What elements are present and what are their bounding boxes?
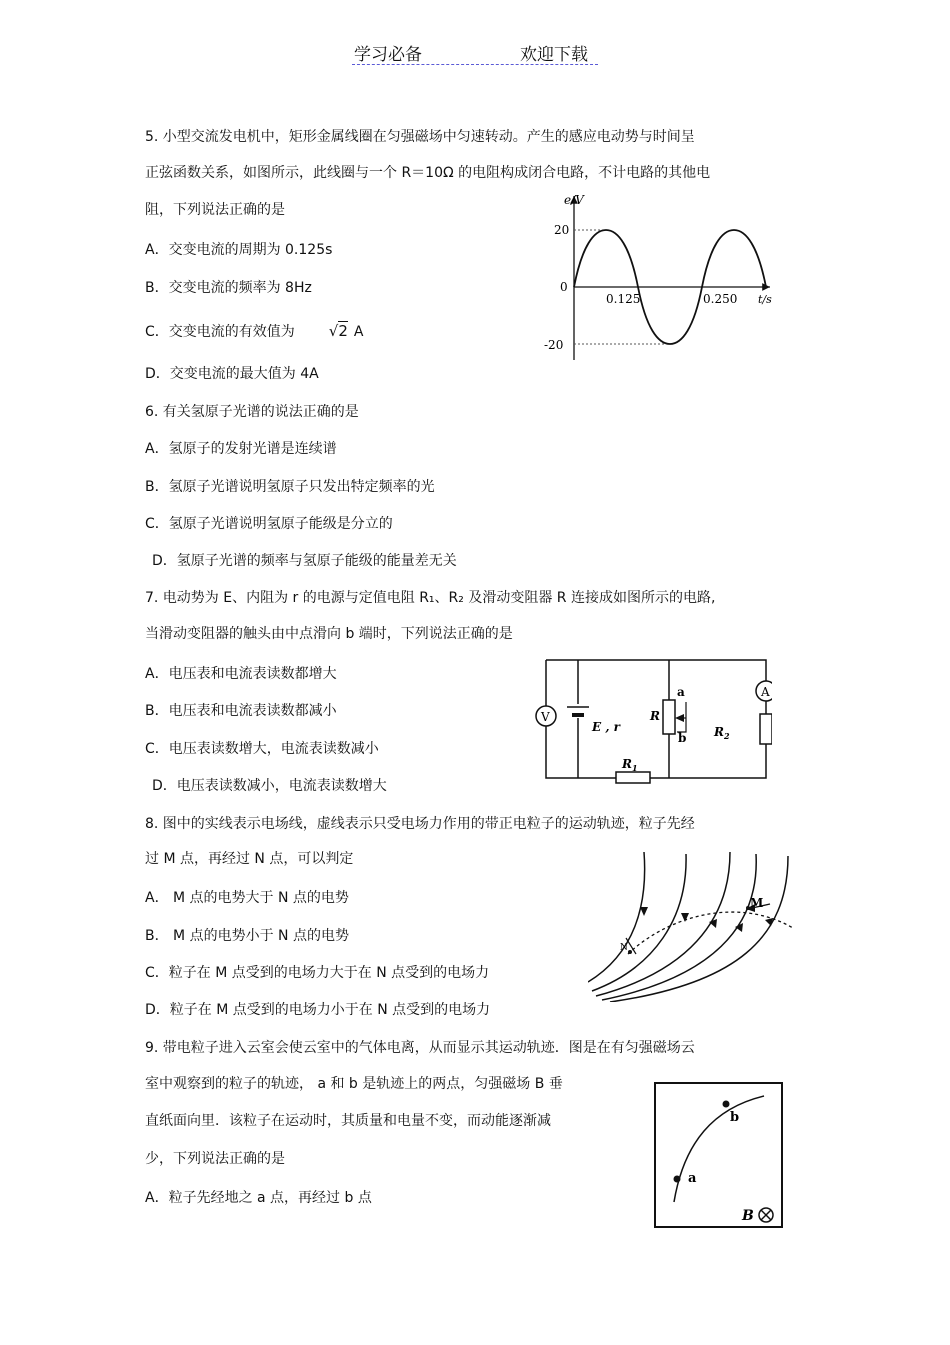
point-a — [674, 1176, 681, 1183]
q8-stem-line1: 8. 图中的实线表示电场线，虚线表示只受电场力作用的带正电粒子的运动轨迹，粒子先经 — [145, 816, 695, 832]
q5-option-c-label: C．交变电流的有效值为 — [145, 324, 295, 340]
q5-stem-line2: 正弦函数关系，如图所示，此线圈与一个 R＝10Ω 的电阻构成闭合电路，不计电路的其他电 — [145, 165, 711, 181]
q5-option-a: A．交变电流的周期为 0.125s — [145, 242, 333, 258]
q7-option-b: B．电压表和电流表读数都减小 — [145, 703, 337, 719]
point-m-label: M — [750, 896, 764, 910]
q5-option-d: D．交变电流的最大值为 4A — [145, 366, 319, 382]
field-line — [596, 852, 730, 996]
q9-stem-line3: 直纸面向里．该粒子在运动时，其质量和电量不变，而动能逐渐减 — [145, 1113, 551, 1129]
q8-option-c: C．粒子在 M 点受到的电场力大于在 N 点受到的电场力 — [145, 965, 490, 981]
point-b-label: b — [730, 1110, 740, 1125]
q6-option-c: C．氢原子光谱说明氢原子能级是分立的 — [145, 516, 393, 532]
header-divider — [352, 64, 598, 65]
q9-cloud-chamber-figure — [654, 1082, 784, 1230]
q6-option-a: A．氢原子的发射光谱是连续谱 — [145, 441, 337, 457]
field-line — [592, 854, 686, 991]
field-line — [602, 854, 756, 1000]
q8-option-d: D．粒子在 M 点受到的电场力小于在 N 点受到的电场力 — [145, 1002, 491, 1018]
q7-stem-line1: 7. 电动势为 E、内阻为 r 的电源与定值电阻 R₁、R₂ 及滑动变阻器 R 连接成如图所示的电路, — [145, 590, 716, 606]
q8-option-b: B． M 点的电势小于 N 点的电势 — [145, 928, 349, 944]
q5-option-b: B．交变电流的频率为 8Hz — [145, 280, 312, 296]
rheostat-label: R — [650, 709, 660, 723]
q8-option-a: A． M 点的电势大于 N 点的电势 — [145, 890, 349, 906]
q7-circuit-diagram — [534, 654, 772, 784]
graph-xtick-0250: 0.250 — [703, 292, 738, 306]
field-b-label: B — [742, 1208, 754, 1224]
q5-stem-line1: 5. 小型交流发电机中，矩形金属线圈在匀强磁场中匀速转动。产生的感应电动势与时间呈 — [145, 129, 695, 145]
point-n-label: N — [620, 943, 628, 953]
q7-option-d: D．电压表读数减小，电流表读数增大 — [152, 778, 387, 794]
q6-option-d: D．氢原子光谱的频率与氢原子能级的能量差无关 — [152, 553, 457, 569]
voltmeter-label: V — [541, 710, 550, 724]
rheostat-r — [663, 700, 675, 734]
q8-field-diagram — [588, 846, 793, 1002]
field-line — [588, 852, 645, 982]
page-header — [352, 40, 598, 66]
point-b — [723, 1101, 730, 1108]
q9-stem-line4: 少，下列说法正确的是 — [145, 1151, 285, 1167]
q9-stem-line1: 9. 带电粒子进入云室会使云室中的气体电离，从而显示其运动轨迹．图是在有匀强磁场云 — [145, 1040, 695, 1056]
header-left: 学习必备 — [354, 45, 422, 65]
graph-xtick-0125: 0.125 — [606, 292, 641, 306]
q5-option-c — [145, 322, 363, 341]
particle-trajectory — [628, 912, 793, 954]
r1-label: $R_1$ — [622, 757, 638, 773]
q7-stem-line2: 当滑动变阻器的触头由中点滑向 b 端时，下列说法正确的是 — [145, 626, 513, 642]
slider-arrow-icon — [675, 714, 684, 722]
q8-stem-line2: 过 M 点，再经过 N 点，可以判定 — [145, 851, 354, 867]
resistor-r1 — [616, 772, 650, 783]
graph-ytick-20: 20 — [554, 223, 570, 237]
graph-ytick-neg20: -20 — [544, 338, 564, 352]
q5-option-c-unit: A — [353, 324, 364, 340]
graph-xlabel: t/s — [758, 293, 772, 306]
r2-label: $R_2$ — [714, 725, 730, 741]
terminal-b-label: b — [678, 731, 687, 745]
graph-ytick-0: 0 — [560, 280, 568, 294]
q5-option-c-value: 2 — [338, 322, 348, 340]
point-a-label: a — [688, 1171, 697, 1186]
resistor-r2 — [760, 714, 772, 744]
q9-stem-line2: 室中观察到的粒子的轨迹， a 和 b 是轨迹上的两点，匀强磁场 B 垂 — [145, 1076, 563, 1092]
q5-stem-line3: 阻，下列说法正确的是 — [145, 202, 285, 218]
chamber-frame — [655, 1083, 782, 1227]
source-label: E , r — [592, 720, 621, 734]
q9-option-a: A．粒子先经地之 a 点，再经过 b 点 — [145, 1190, 372, 1206]
terminal-a-label: a — [677, 685, 685, 699]
q6-stem: 6. 有关氢原子光谱的说法正确的是 — [145, 404, 359, 420]
sqrt-icon: √ — [328, 322, 339, 340]
q6-option-b: B．氢原子光谱说明氢原子只发出特定频率的光 — [145, 479, 435, 495]
q7-option-c: C．电压表读数增大，电流表读数减小 — [145, 741, 379, 757]
field-line — [610, 856, 788, 1002]
header-right: 欢迎下载 — [520, 45, 588, 65]
graph-ylabel: e/V — [564, 193, 584, 207]
q5-sine-graph — [538, 186, 788, 364]
ammeter-label: A — [761, 685, 770, 699]
q7-option-a: A．电压表和电流表读数都增大 — [145, 666, 337, 682]
